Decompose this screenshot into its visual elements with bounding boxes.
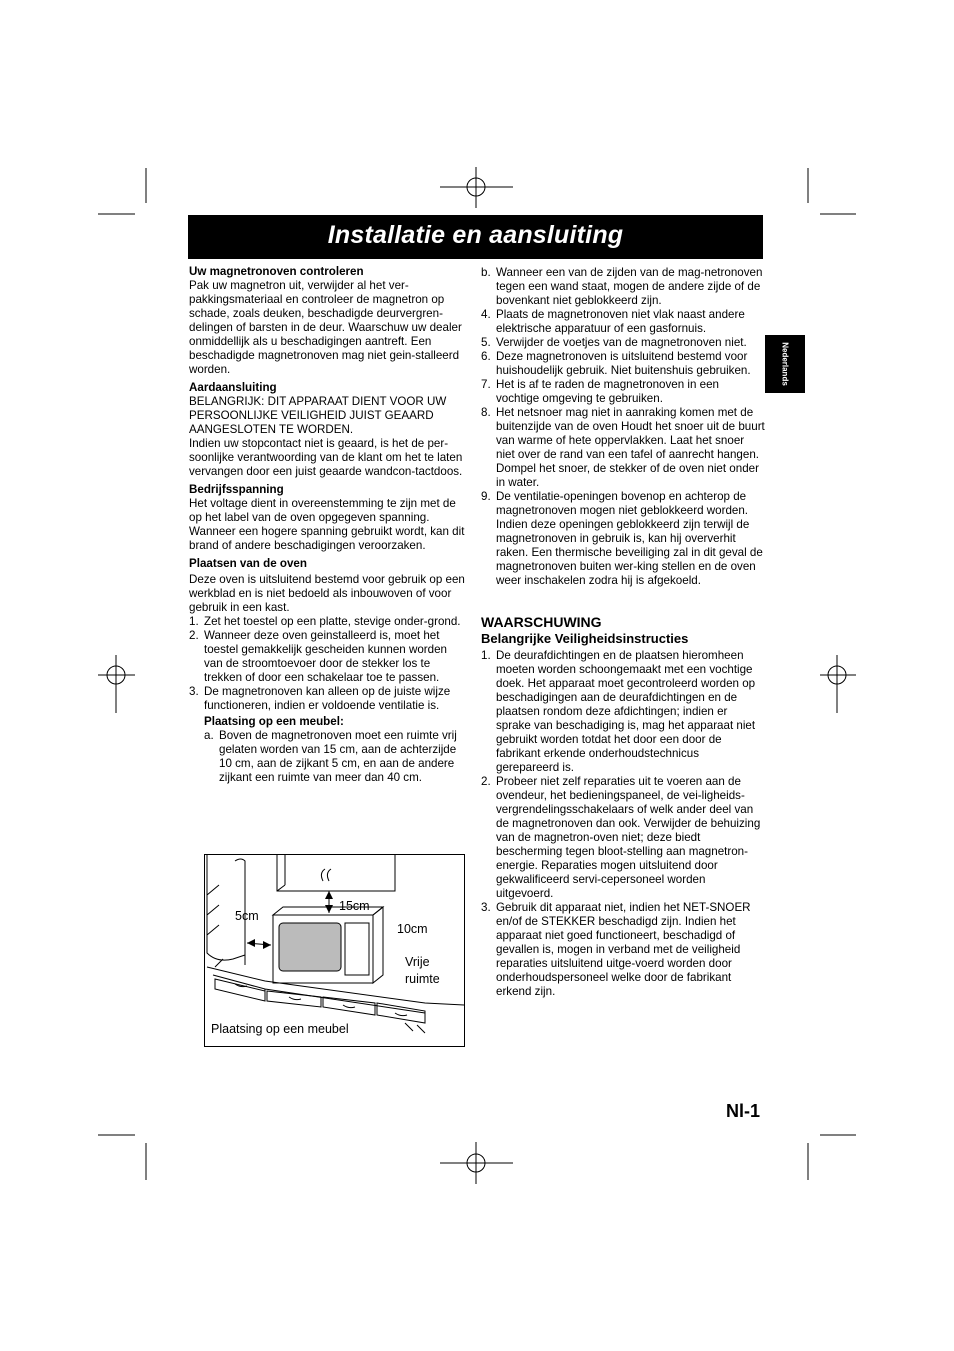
section-heading: Plaatsen van de oven: [189, 557, 307, 570]
item-text: Gebruik dit apparaat niet, indien het NET-SNOER en/of de STEKKER beschadigd zijn. Indien het apparaat niet goed functioneert, beschadigd of gevallen is, mogen in verband met de veiligheid reparaties uitsluitend uitge-voerd worden door onderhoudspersoneel welke door de fabrikant erkend zijn.: [496, 901, 751, 998]
item-text: Plaats de magnetronoven niet vlak naast andere elektrische apparatuur of een gasfornuis.: [496, 308, 745, 335]
item-number: 6.: [481, 350, 491, 363]
figure-caption: Plaatsing op een meubel: [211, 1022, 349, 1036]
item-number: 1.: [189, 615, 199, 628]
label-5cm: 5cm: [235, 909, 259, 923]
list-item: [481, 649, 765, 775]
language-tab-label: Nederlands: [780, 342, 790, 386]
item-text: Het is af te raden de magnetronoven in een vochtige omgeving te gebruiken.: [496, 378, 720, 405]
item-text: Verwijder de voetjes van de magnetronoven niet.: [496, 336, 747, 349]
paragraph: BELANGRIJK: DIT APPARAAT DIENT VOOR UW PERSOONLIJKE VEILIGHEID JUIST GEAARD AANGESLOTEN TE WORDEN.: [189, 395, 447, 436]
item-number: 8.: [481, 406, 491, 419]
label-ruimte: ruimte: [405, 972, 440, 986]
section-heading: Uw magnetronoven controleren: [189, 265, 364, 278]
warning-list: [481, 649, 765, 999]
item-letter: a.: [204, 729, 214, 742]
item-text: Deze magnetronoven is uitsluitend bestemd voor huishoudelijk gebruik. Niet buitenshuis gebruiken.: [496, 350, 751, 377]
sub-heading: Plaatsing op een meubel:: [204, 715, 344, 728]
microwave-on-cabinet-drawing: [205, 855, 464, 1046]
item-number: 3.: [481, 901, 491, 914]
list-item: [481, 406, 765, 490]
label-vrije: Vrije: [405, 955, 430, 969]
list-item: [481, 490, 765, 588]
left-column: [189, 265, 465, 785]
page-number: Nl-1: [726, 1101, 761, 1121]
item-number: 2.: [189, 629, 199, 642]
item-text: Boven de magnetronoven moet een ruimte vrij gelaten worden van 15 cm, aan de achterzijde 10 cm, aan de zijkant 5 cm, en aan de andere zijkant een ruimte van meer dan 40 cm.: [219, 729, 457, 784]
list-item: [481, 266, 765, 308]
list-item: [481, 308, 765, 336]
list-item: [481, 350, 765, 378]
item-text: Het netsnoer mag niet in aanraking komen met de buitenzijde van de oven Houdt het snoer uit de buurt van warme of hete oppervlakken. Laat het snoer niet over de rand van een tafel of aanrecht hangen. Dompel het snoer, de stekker of de oven niet onder in water.: [496, 406, 765, 489]
item-number: 3.: [189, 685, 199, 698]
warning-heading: WAARSCHUWING: [481, 614, 602, 630]
paragraph: Deze oven is uitsluitend bestemd voor gebruik op een werkblad en is niet bedoeld als inbouwoven of voor gebruik in een kast.: [189, 573, 465, 614]
section-heading: Aardaansluiting: [189, 381, 277, 394]
paragraph: Indien uw stopcontact niet is geaard, is het de per-soonlijke verantwoording van de klant om het te laten vervangen door een juist geaarde wandcon-tactdoos.: [189, 437, 463, 478]
item-letter: b.: [481, 266, 491, 279]
title-bar: [188, 215, 763, 259]
paragraph: Pak uw magnetron uit, verwijder al het ver-pakkingsmateriaal en controleer de magnetron op schade, zoals deuken, beschadigde deurvergren-delingen of barsten in de deur. Waarschuw uw dealer onmiddellijk als u beschadigingen aantreft. Een beschadigde magnetronoven mag niet gein-stalleerd worden.: [189, 279, 462, 376]
item-text: De deurafdichtingen en de plaatsen hieromheen moeten worden schoongemaakt met een vochtige doek. Het apparaat moet gecontroleerd worden op beschadigingen aan de deurafdichtingen en de plaatsen rondom deze afdichtingen; indien er sprake van beschadiging is, mag het apparaat niet gebruikt worden totdat het door een door de fabrikant erkende onderhoudstechnicus gerepareerd is.: [496, 649, 756, 774]
label-15cm: 15cm: [339, 899, 370, 913]
section-heading: Bedrijfsspanning: [189, 483, 284, 496]
item-number: 5.: [481, 336, 491, 349]
item-number: 2.: [481, 775, 491, 788]
right-column: [481, 266, 765, 999]
list-item: [481, 378, 765, 406]
item-text: De magnetronoven kan alleen op de juiste wijze functioneren, indien er voldoende ventilatie is.: [204, 685, 451, 712]
warning-subheading: Belangrijke Veiligheidsinstructies: [481, 631, 689, 646]
label-10cm: 10cm: [397, 922, 428, 936]
item-text: Zet het toestel op een platte, stevige onder-grond.: [204, 615, 461, 628]
item-text: Probeer niet zelf reparaties uit te voeren aan de ovendeur, het bedieningspaneel, de vei-ligheids-vergrendelingsschakelaars of welk ander deel van de magnetronoven dan ook. Verwijder de behuizing van de magnetron-oven niet; deze biedt bescherming tegen bloot-stelling aan magnetron-energie. Reparaties mogen uitsluitend door gekwalificeerd servi-cepersoneel worden uitgevoerd.: [496, 775, 761, 900]
list-item: [189, 685, 465, 713]
list-item: [481, 336, 765, 350]
list-item: [189, 615, 465, 629]
item-number: 4.: [481, 308, 491, 321]
list-item: [481, 775, 765, 901]
item-text: De ventilatie-openingen bovenop en achterop de magnetronoven mogen niet geblokkeerd worden. Indien deze openingen geblokkeerd zijn terwijl de magnetronoven in gebruik is, kan hij oververhit raken. Een thermische beveiliging zal in dit geval de magnetronoven buiten wer-king stellen en de oven weer inschakelen zodra hij is afgekoeld.: [496, 490, 763, 587]
item-number: 7.: [481, 378, 491, 391]
item-number: 1.: [481, 649, 491, 662]
placement-list-continued: [481, 308, 765, 588]
placement-list: [189, 615, 465, 713]
page-title: Installatie en aansluiting: [327, 221, 624, 249]
list-item: [189, 629, 465, 685]
item-text: Wanneer een van de zijden van de mag-netronoven tegen een wand staat, mogen de andere zijde of de bovenkant niet geblokkeerd zijn.: [496, 266, 763, 307]
list-item: [204, 729, 465, 785]
placement-diagram: [204, 854, 465, 1047]
item-text: Wanneer deze oven geinstalleerd is, moet het toestel gemakkelijk gescheiden kunnen worden van de stroomtoevoer door de stekker los te trekken of door een schakelaar toe te passen.: [204, 629, 447, 684]
paragraph: Het voltage dient in overeenstemming te zijn met de op het label van de oven opgegeven spanning. Wanneer een hogere spanning gebruikt wordt, kan dit brand of andere beschadigingen veroorzaken.: [189, 497, 465, 552]
language-tab: [765, 335, 805, 393]
item-number: 9.: [481, 490, 491, 503]
list-item: [481, 901, 765, 999]
